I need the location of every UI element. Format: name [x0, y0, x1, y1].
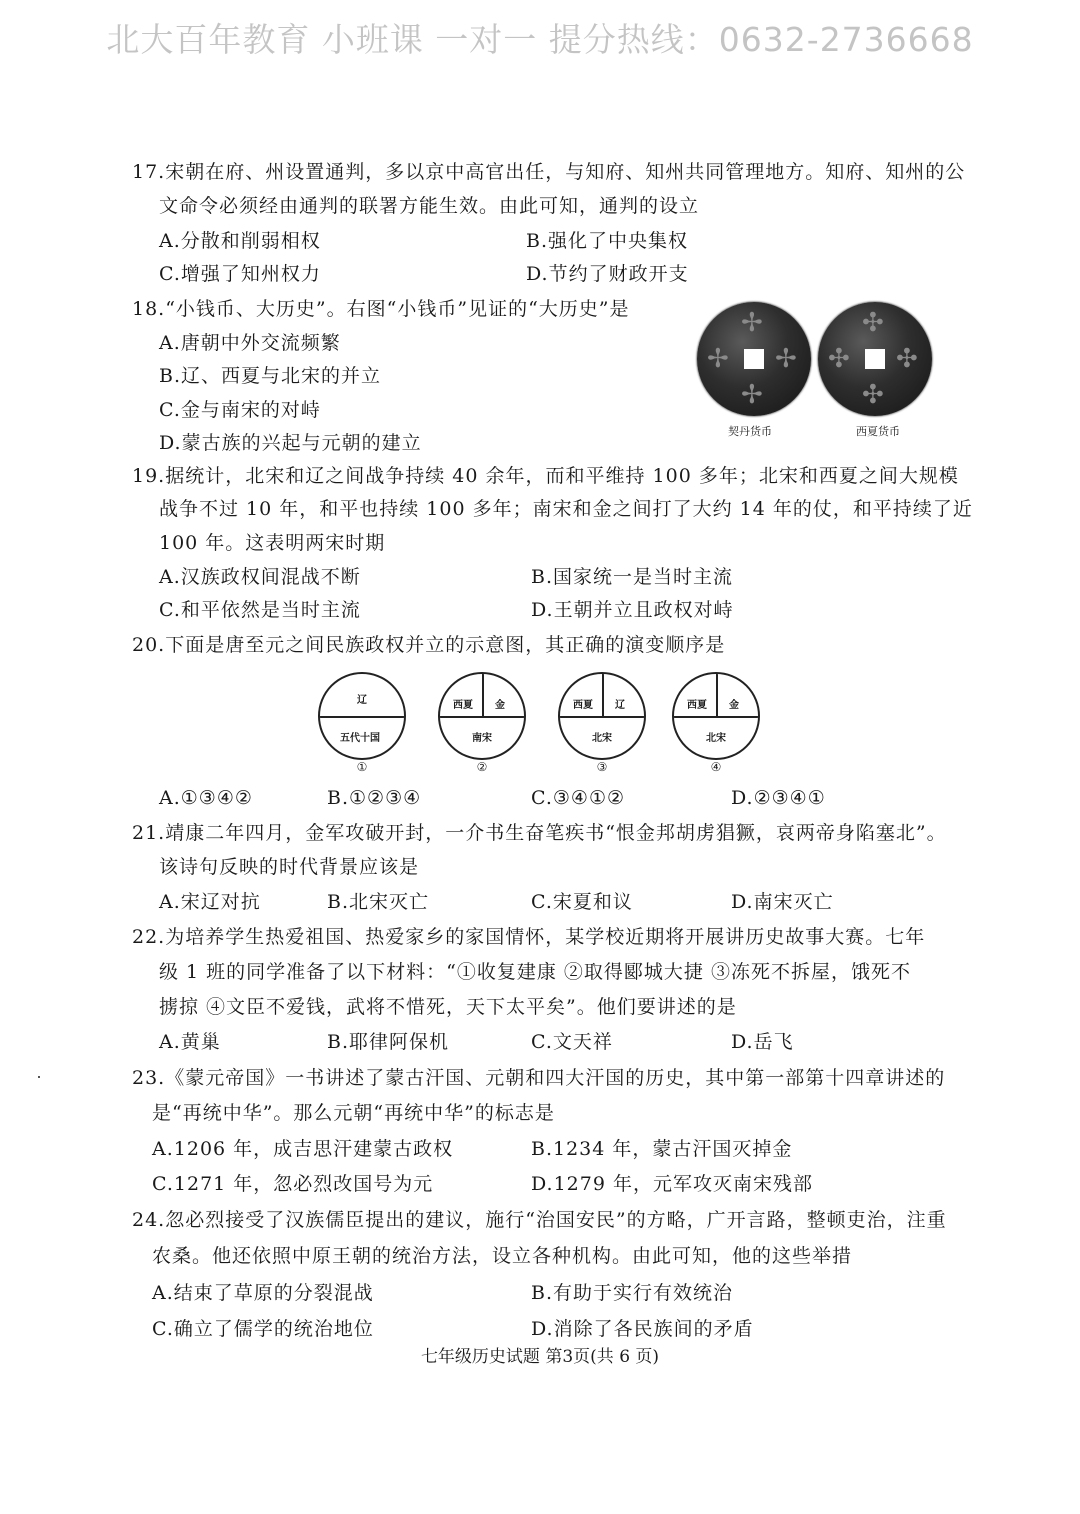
- diagram-label-top-left: 西夏: [687, 700, 707, 711]
- diagram-label-bottom: 南宋: [472, 733, 492, 744]
- q23-stem-line-2: 是“再统中华”。那么元朝“再统中华”的标志是: [152, 1102, 555, 1124]
- q24-stem-line-1: 24.忽必烈接受了汉族儒臣提出的建议，施行“治国安民”的方略，广开言路，整顿吏治，注重: [132, 1209, 947, 1231]
- q21-option-a: A.宋辽对抗: [159, 891, 261, 913]
- q24-option-d: D.消除了各民族间的矛盾: [531, 1318, 754, 1340]
- coin-glyph-mark: ✣: [862, 380, 884, 410]
- khitan-coin-caption: 契丹货币: [728, 425, 772, 438]
- scan-speck: [38, 1076, 40, 1078]
- q21-option-d: D.南宋灭亡: [731, 891, 834, 913]
- q20-option-a: A.①③④②: [159, 787, 253, 809]
- q22-option-c: C.文天祥: [531, 1031, 613, 1053]
- q22-option-a: A.黄巢: [159, 1031, 221, 1053]
- q22-option-d: D.岳飞: [731, 1031, 794, 1053]
- q24-option-c: C.确立了儒学的统治地位: [152, 1318, 374, 1340]
- q21-option-b: B.北宋灭亡: [327, 891, 430, 913]
- q23-stem-line-1: 23.《蒙元帝国》一书讲述了蒙古汗国、元朝和四大汗国的历史，其中第一部第十四章讲述的: [132, 1067, 946, 1089]
- coin-glyph-mark: ✢: [707, 344, 729, 374]
- western-xia-coin-caption: 西夏货币: [856, 425, 900, 438]
- q21-stem-line-1: 21.靖康二年四月，金军攻破开封，一介书生奋笔疾书“恨金邦胡虏猖獗，哀两帝身陷塞北”。: [132, 822, 947, 844]
- q17-option-d: D.节约了财政开支: [526, 263, 689, 285]
- q22-stem-line-2: 级 1 班的同学准备了以下材料：“①收复建康 ②取得郾城大捷 ③冻死不拆屋，饿死不: [159, 961, 911, 983]
- diagram-label-top-left: 西夏: [573, 700, 593, 711]
- coin-glyph-mark: ✢: [741, 380, 763, 410]
- q18-stem: 18.“小钱币、大历史”。右图“小钱币”见证的“大历史”是: [132, 298, 630, 320]
- q17-option-b: B.强化了中央集权: [526, 230, 689, 252]
- q18-option-c: C.金与南宋的对峙: [159, 399, 321, 421]
- q17-stem-line-1: 17.宋朝在府、州设置通判，多以京中高官出任，与知府、知州共同管理地方。知府、知州的公: [132, 161, 966, 183]
- q20-option-c: C.③④①②: [531, 787, 626, 809]
- q23-option-c: C.1271 年，忽必烈改国号为元: [152, 1173, 434, 1195]
- q22-option-b: B.耶律阿保机: [327, 1031, 450, 1053]
- coin-square-hole: [744, 349, 764, 369]
- regime-diagram-3: [558, 672, 646, 760]
- q19-option-c: C.和平依然是当时主流: [159, 599, 361, 621]
- diagram-divider: [716, 674, 718, 717]
- q18-option-b: B.辽、西夏与北宋的并立: [159, 365, 382, 387]
- diagram-label-bottom: 北宋: [706, 733, 726, 744]
- q24-option-b: B.有助于实行有效统治: [531, 1282, 734, 1304]
- q22-stem-line-3: 掳掠 ④文臣不爱钱，武将不惜死，天下太平矣”。他们要讲述的是: [159, 996, 737, 1018]
- q19-stem-line-3: 100 年。这表明两宋时期: [159, 532, 386, 554]
- khitan-coin-image: [697, 302, 811, 416]
- coin-glyph-mark: ✣: [862, 308, 884, 338]
- diagram-divider: [482, 674, 484, 717]
- q19-stem-line-1: 19.据统计，北宋和辽之间战争持续 40 余年，而和平维持 100 多年；北宋和西夏之间大规模: [132, 465, 959, 487]
- diagram-number-4: ④: [710, 760, 722, 774]
- q17-stem-line-2: 文命令必须经由通判的联署方能生效。由此可知，通判的设立: [159, 195, 700, 217]
- q17-option-c: C.增强了知州权力: [159, 263, 321, 285]
- q21-stem-line-2: 该诗句反映的时代背景应该是: [159, 856, 420, 878]
- q19-stem-line-2: 战争不过 10 年，和平也持续 100 多年；南宋和金之间打了大约 14 年的仗，和平持续了近: [159, 498, 973, 520]
- diagram-label-bottom: 五代十国: [340, 733, 380, 744]
- diagram-divider: [320, 716, 404, 718]
- q23-option-b: B.1234 年，蒙古汗国灭掉金: [531, 1138, 793, 1160]
- q20-option-d: D.②③④①: [731, 787, 826, 809]
- q17-option-a: A.分散和削弱相权: [159, 230, 321, 252]
- coin-square-hole: [865, 349, 885, 369]
- q18-option-a: A.唐朝中外交流频繁: [159, 332, 341, 354]
- regime-diagram-4: [672, 672, 760, 760]
- q23-option-d: D.1279 年，元军攻灭南宋残部: [531, 1173, 813, 1195]
- diagram-label-top-right: 金: [495, 700, 505, 711]
- q19-option-b: B.国家统一是当时主流: [531, 566, 734, 588]
- diagram-label-top: 辽: [357, 695, 367, 706]
- q23-option-a: A.1206 年，成吉思汗建蒙古政权: [152, 1138, 454, 1160]
- q20-option-b: B.①②③④: [327, 787, 422, 809]
- coin-glyph-mark: ✢: [775, 344, 797, 374]
- page-footer: 七年级历史试题 第3页(共 6 页): [420, 1347, 660, 1367]
- diagram-divider: [602, 674, 604, 717]
- diagram-number-3: ③: [596, 760, 608, 774]
- q19-option-d: D.王朝并立且政权对峙: [531, 599, 734, 621]
- q20-stem: 20.下面是唐至元之间民族政权并立的示意图，其正确的演变顺序是: [132, 634, 726, 656]
- q24-stem-line-2: 农桑。他还依照中原王朝的统治方法，设立各种机构。由此可知，他的这些举措: [152, 1245, 853, 1267]
- q18-option-d: D.蒙古族的兴起与元朝的建立: [159, 432, 422, 454]
- coin-glyph-mark: ✣: [828, 344, 850, 374]
- diagram-label-top-right: 辽: [615, 700, 625, 711]
- western-xia-coin-image: [818, 302, 932, 416]
- diagram-number-1: ①: [356, 760, 368, 774]
- diagram-label-top-left: 西夏: [453, 700, 473, 711]
- diagram-number-2: ②: [476, 760, 488, 774]
- q19-option-a: A.汉族政权间混战不断: [159, 566, 361, 588]
- regime-diagram-1: [318, 672, 406, 760]
- q21-option-c: C.宋夏和议: [531, 891, 633, 913]
- coin-glyph-mark: ✢: [741, 308, 763, 338]
- diagram-label-top-right: 金: [729, 700, 739, 711]
- q24-option-a: A.结束了草原的分裂混战: [152, 1282, 374, 1304]
- watermark-banner: 北大百年教育 小班课 一对一 提分热线：0632-2736668: [106, 20, 974, 59]
- q22-stem-line-1: 22.为培养学生热爱祖国、热爱家乡的家国情怀，某学校近期将开展讲历史故事大赛。七年: [132, 926, 926, 948]
- regime-diagram-2: [438, 672, 526, 760]
- coin-glyph-mark: ✣: [896, 344, 918, 374]
- diagram-label-bottom: 北宋: [592, 733, 612, 744]
